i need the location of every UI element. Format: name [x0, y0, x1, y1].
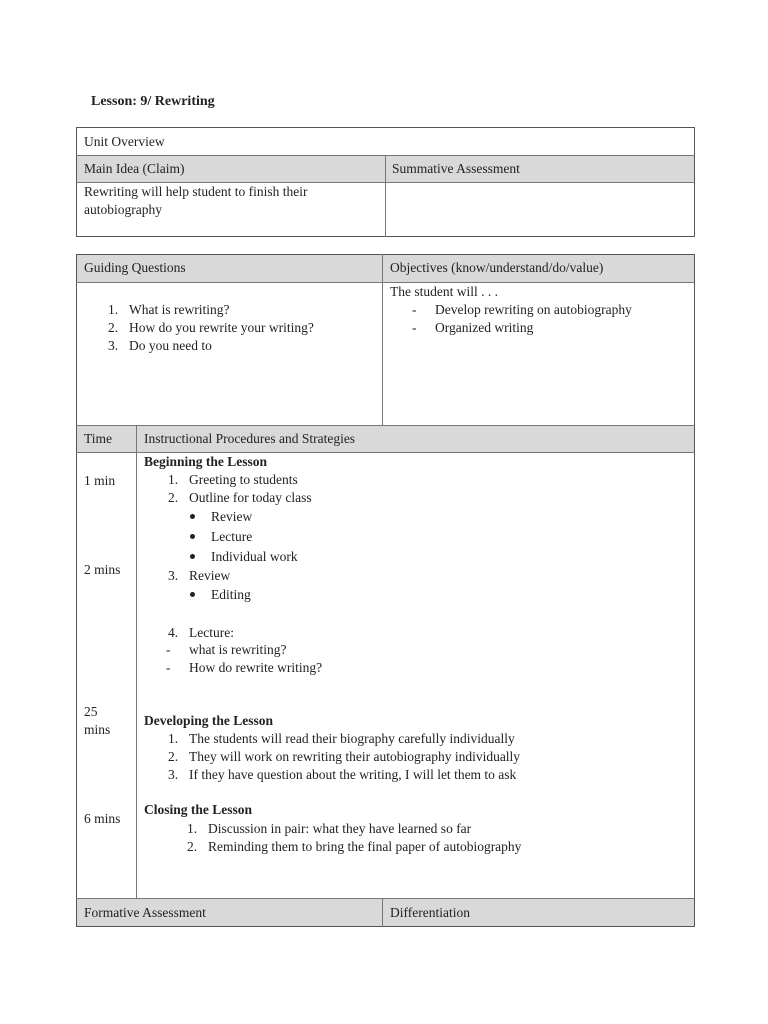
developing-number: 2.: [168, 749, 179, 764]
time-header: Time: [84, 431, 113, 446]
outline-bullet-item: Lecture: [211, 529, 253, 544]
beginning-number: 2.: [168, 490, 179, 505]
procedures-header: Instructional Procedures and Strategies: [144, 431, 356, 446]
summative-assessment-header: Summative Assessment: [392, 161, 520, 176]
time-25: 25: [84, 704, 98, 719]
formative-assessment-header: Formative Assessment: [84, 905, 206, 920]
lecture-dash: -: [166, 660, 171, 675]
main-idea-text-line1: Rewriting will help student to finish their: [84, 184, 308, 199]
closing-number: 2.: [187, 839, 198, 854]
developing-title: Developing the Lesson: [144, 713, 274, 728]
developing-item: If they have question about the writing, I will let them to ask: [189, 767, 517, 782]
lecture-dash-text: what is rewriting?: [189, 642, 287, 657]
bullet-icon: [190, 534, 195, 539]
main-idea-header: Main Idea (Claim): [84, 161, 185, 176]
time-1-min: 1 min: [84, 473, 116, 488]
objectives-header: Objectives (know/understand/do/value): [390, 260, 604, 275]
review-number: 3.: [168, 568, 179, 583]
closing-item: Reminding them to bring the final paper of autobiography: [208, 839, 522, 854]
question-number: 3.: [108, 338, 119, 353]
outline-bullet-item: Individual work: [211, 549, 298, 564]
review-item: Review: [189, 568, 231, 583]
question-number: 2.: [108, 320, 119, 335]
time-2-mins: 2 mins: [84, 562, 121, 577]
objective-dash: -: [412, 302, 417, 317]
main-idea-text-line2: autobiography: [84, 202, 162, 217]
objective-text: Develop rewriting on autobiography: [435, 302, 632, 317]
lecture-dash: -: [166, 642, 171, 657]
question-text: Do you need to: [129, 338, 212, 353]
review-bullet-item: Editing: [211, 587, 251, 602]
beginning-number: 1.: [168, 472, 179, 487]
question-text: How do you rewrite your writing?: [129, 320, 314, 335]
lecture-item: Lecture:: [189, 625, 234, 640]
question-text: What is rewriting?: [129, 302, 230, 317]
lecture-dash-text: How do rewrite writing?: [189, 660, 323, 675]
beginning-item: Greeting to students: [189, 472, 298, 487]
objectives-intro: The student will . . .: [390, 284, 498, 299]
bullet-icon: [190, 554, 195, 559]
time-25-mins: mins: [84, 722, 111, 737]
lesson-title: Lesson: 9/ Rewriting: [91, 94, 215, 109]
closing-number: 1.: [187, 821, 198, 836]
objective-text: Organized writing: [435, 320, 534, 335]
developing-item: They will work on rewriting their autobiography individually: [189, 749, 521, 764]
objective-dash: -: [412, 320, 417, 335]
outline-bullet-item: Review: [211, 509, 253, 524]
developing-number: 1.: [168, 731, 179, 746]
bullet-icon: [190, 592, 195, 597]
beginning-item: Outline for today class: [189, 490, 312, 505]
guiding-questions-header: Guiding Questions: [84, 260, 186, 275]
unit-overview-label: Unit Overview: [84, 134, 165, 149]
differentiation-header: Differentiation: [390, 905, 470, 920]
question-number: 1.: [108, 302, 119, 317]
bullet-icon: [190, 514, 195, 519]
lecture-number: 4.: [168, 625, 179, 640]
closing-item: Discussion in pair: what they have learned so far: [208, 821, 472, 836]
developing-number: 3.: [168, 767, 179, 782]
time-6-mins: 6 mins: [84, 811, 121, 826]
beginning-title: Beginning the Lesson: [144, 454, 268, 469]
developing-item: The students will read their biography carefully individually: [189, 731, 515, 746]
closing-title: Closing the Lesson: [144, 802, 253, 817]
